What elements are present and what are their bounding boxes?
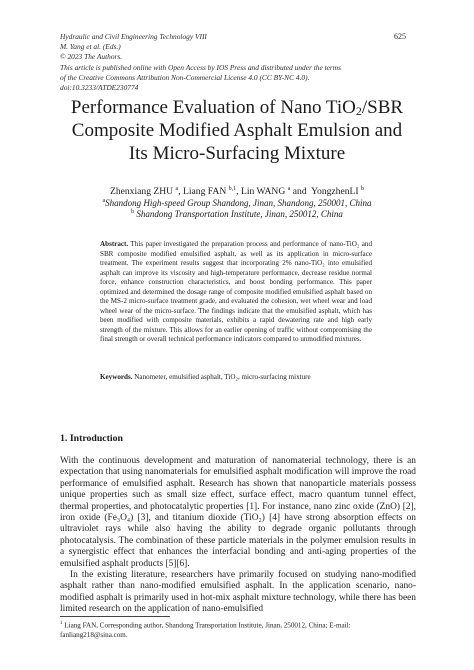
- author-name: YongzhenLI: [311, 186, 359, 198]
- meta-line: M. Yang et al. (Eds.): [60, 42, 121, 52]
- title-line: Composite Modified Asphalt Emulsion and: [71, 120, 403, 141]
- footnote: [60, 619, 416, 640]
- author-name: Liang FAN: [183, 186, 227, 198]
- author-mark: b: [361, 186, 365, 192]
- author-name: Lin WANG: [240, 186, 286, 198]
- meta-line: of the Creative Commons Attribution Non-Commercial License 4.0 (CC BY-NC 4.0).: [60, 72, 310, 82]
- keywords-text: Nanometer, emulsified asphalt, TiO₂, micro-surfacing mixture: [134, 373, 311, 381]
- keywords-label: Keywords.: [100, 373, 133, 381]
- title-line: Performance Evaluation of Nano TiO$_2$/SBR: [70, 97, 404, 118]
- abstract-label: Abstract.: [100, 240, 129, 248]
- author-list: Zhenxiang ZHU $^a$, Liang FAN $^{b,1}$, Lin WANG $^a$ and YongzhenLI $^b$: [109, 186, 365, 198]
- publication-info: [60, 32, 420, 93]
- meta-line: © 2023 The Authors.: [60, 52, 123, 62]
- author-mark: a: [175, 186, 179, 192]
- meta-line: This article is published online with Open Access by IOS Press and distributed under the terms: [60, 62, 342, 72]
- meta-line: Hydraulic and Civil Engineering Technology VIII: [60, 32, 207, 41]
- title-line: Its Micro-Surfacing Mixture: [128, 143, 346, 164]
- footnote-mark: 1: [60, 621, 63, 626]
- paper-title: [40, 96, 434, 165]
- paragraph: In the existing literature, researchers have primarily focused on studying nano-modified asphalt rather than nano-modified emulsified asphalt. In the application scenario, nano-modified asphalt is primarily used in hot-mix asphalt mixture technology, while there has been limited research on the application of nano-emulsified: [60, 570, 416, 615]
- author-mark: b,1: [228, 186, 237, 192]
- author-name: Zhenxiang ZHU: [109, 186, 174, 198]
- body-text: [60, 456, 416, 616]
- section-title: Introduction: [69, 433, 123, 444]
- page-number: 625: [394, 32, 406, 41]
- meta-line[interactable]: doi:10.3233/ATDE230774: [60, 83, 139, 93]
- abstract-text: This paper investigated the preparation process and performance of nano-TiO₂ and SBR composite modified emulsified asphalt, as well as its application in micro-surface treatment. The experiment results suggest that incorporating 2% nano-TiO₂ into emulsified asphalt can improve its viscosity and high-temperature performance, decrease residue normal force, enhance construction characteristics, and boost bonding performance. This paper optimized and determined the dosage range of composite modified emulsified asphalt based on the MS-2 micro-surface treatment grade, and evaluated the cohesion, wet wheel wear and load wheel wear of the micro-surface. The findings indicate that the emulsified asphalt, which has been modified with composite materials, exhibits a rapid dewatering rate and high early strength of the mixture. This allows for an earlier opening of traffic without compromising the final strength or overall technical performance indicators compared to unmodified mixtures.: [100, 240, 372, 344]
- abstract: [100, 240, 372, 345]
- section-heading: [60, 433, 123, 444]
- affiliation: $^b$ Shandong Transportation Institute, Jinan, 250012, China: [131, 209, 343, 219]
- affiliation: $^a$Shandong High-speed Group Shandong, Jinan, Shandong, 250001, China: [102, 198, 372, 208]
- paragraph: With the continuous development and maturation of nanomaterial technology, there is an expectation that using nanomaterials for emulsified asphalt modification will improve the road performance of emulsified asphalt. Research has shown that nanoparticle materials possess unique properties such as small size effect, surface effect, macro quantum tunnel effect, thermal properties, and photocatalytic properties [1]. For instance, nano zinc oxide (ZnO) [2], iron oxide (Fe₃O₄) [3], and titanium dioxide (TiO₂) [4] have strong absorption effects on ultraviolet rays while also having the ability to degrade organic pollutants through photocatalysis. The combination of these particle materials in the polymer emulsion results in a synergistic effect that enhances the interfacial bonding and anti-aging properties of the emulsified asphalt products [5][6].: [60, 456, 416, 569]
- footnote-rule: [60, 616, 170, 617]
- keywords: [100, 373, 372, 383]
- author-mark: a: [287, 186, 291, 192]
- section-number: 1.: [60, 433, 68, 444]
- footnote-text: Liang FAN, Corresponding author, Shandong Transportation Institute, Jinan, 250012, China; E-mail: fanliang218@sina.com.: [60, 621, 351, 639]
